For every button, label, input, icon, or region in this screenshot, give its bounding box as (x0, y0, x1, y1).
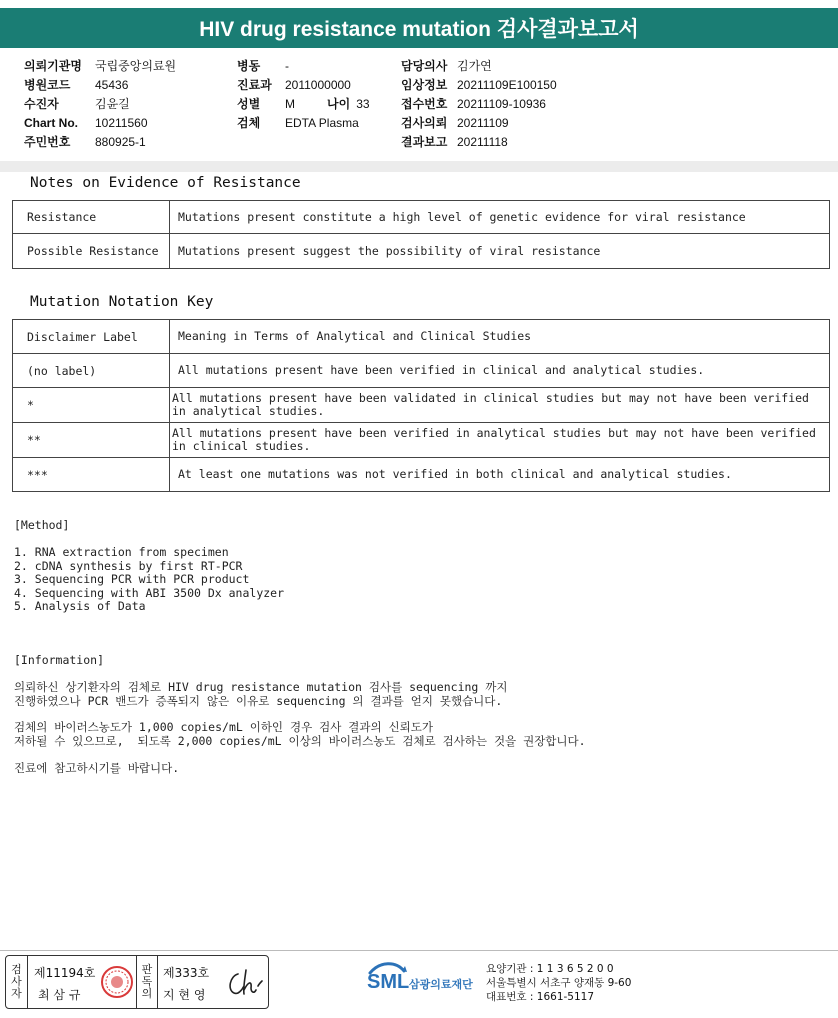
field-value: 10211560 (95, 115, 148, 130)
field-label: Chart No. (24, 115, 78, 130)
information-heading: [Information] (14, 653, 105, 667)
field-value: 45436 (95, 77, 129, 92)
field-label: 병동 (237, 59, 261, 73)
table-row (13, 388, 830, 423)
method-heading: [Method] (14, 518, 70, 532)
key-label-cell: ** (13, 423, 170, 458)
notes-text-cell: Mutations present suggest the possibility of viral resistance (170, 234, 830, 269)
table-row (13, 320, 830, 354)
key-text-cell: All mutations present have been verified in clinical and analytical studies. (170, 354, 830, 388)
field-value: 20211109-10936 (457, 96, 546, 111)
notes-text-cell: Mutations present constitute a high level of genetic evidence for viral resistance (170, 201, 830, 234)
info-line: 의뢰하신 상기환자의 검체로 HIV drug resistance mutation 검사를 sequencing 까지 (14, 680, 508, 694)
field-label: 진료과 (237, 78, 272, 92)
table-row (13, 234, 830, 269)
field-value: - (285, 58, 289, 73)
signature-icon (224, 966, 264, 1000)
seal-stamp-icon (100, 965, 134, 999)
brand-name: SML (367, 971, 410, 993)
key-title: Mutation Notation Key (30, 294, 214, 310)
reviewer-label (136, 956, 158, 1008)
reviewer-license: 제333호 (163, 966, 210, 980)
report-title: HIV drug resistance mutation 검사결과보고서 (0, 8, 838, 48)
key-text-cell: Meaning in Terms of Analytical and Clinical Studies (170, 320, 830, 354)
field-value: 20211118 (457, 134, 508, 149)
table-row (13, 423, 830, 458)
field-label: 접수번호 (401, 97, 448, 111)
patient-info-col1 (24, 56, 176, 151)
table-row (13, 458, 830, 492)
age-label: 나이 (327, 97, 351, 111)
inspector-license: 제11194호 (34, 966, 96, 980)
signature-box (5, 955, 269, 1009)
field-label: 결과보고 (401, 135, 448, 149)
method-step: 4. Sequencing with ABI 3500 Dx analyzer (14, 585, 285, 600)
org-name: 삼광의료재단 (409, 978, 473, 991)
field-value: 880925-1 (95, 134, 146, 149)
inspector-label-text: 검 사 자 (11, 963, 22, 1000)
section-divider (0, 161, 838, 172)
info-line: 진행하였으나 PCR 밴드가 증폭되지 않은 이유로 sequencing 의 결과를 얻지 못했습니다. (14, 693, 503, 708)
info-line: 저하될 수 있으므로, 되도록 2,000 copies/mL 이상의 바이러스농도 검체로 검사하는 것을 권장합니다. (14, 733, 586, 748)
field-label: 의뢰기관명 (24, 59, 82, 73)
patient-info-col3 (401, 56, 557, 151)
key-label-cell: (no label) (13, 354, 170, 388)
age-value: 33 (356, 96, 370, 111)
reviewer-name: 지 현 영 (163, 988, 206, 1002)
patient-info-col2 (237, 56, 370, 132)
reviewer-label-text: 판 독 의 (141, 963, 153, 1000)
field-label: 주민번호 (24, 135, 71, 149)
field-label: 검사의뢰 (401, 116, 448, 130)
field-label: 수진자 (24, 97, 59, 111)
method-step: 1. RNA extraction from specimen (14, 545, 229, 559)
org-code: 요양기관 : 1 1 3 6 5 2 0 0 (486, 963, 614, 975)
field-label: 검체 (237, 116, 261, 130)
method-step: 2. cDNA synthesis by first RT-PCR (14, 558, 243, 573)
notes-table (12, 200, 830, 269)
field-value: 국립중앙의료원 (95, 59, 177, 73)
field-value: M (285, 96, 295, 111)
method-step: 5. Analysis of Data (14, 599, 146, 613)
notes-label-cell: Possible Resistance (13, 234, 170, 269)
inspector-name: 최 삼 규 (38, 988, 81, 1002)
key-label-cell: * (13, 388, 170, 423)
table-row (13, 201, 830, 234)
key-table (12, 319, 830, 492)
sml-logo (366, 961, 486, 1001)
org-phone: 대표번호 : 1661-5117 (486, 991, 595, 1003)
org-address: 서울특별시 서초구 양재동 9-60 (486, 977, 632, 989)
key-text-cell: All mutations present have been verified in analytical studies but may not have been verified in clinical studies. (170, 423, 830, 458)
notes-label-cell: Resistance (13, 201, 170, 234)
key-label-cell: Disclaimer Label (13, 320, 170, 354)
field-value: 20211109 (457, 115, 509, 130)
field-value: 2011000000 (285, 77, 351, 92)
key-label-cell: *** (13, 458, 170, 492)
key-text-cell: All mutations present have been validated in clinical studies but may not have been verified in analytical studies. (170, 388, 830, 423)
field-value: 김가연 (457, 59, 492, 73)
field-value: 20211109E100150 (457, 77, 557, 92)
field-label: 성별 (237, 97, 261, 111)
org-info (486, 962, 631, 1004)
footer-divider (0, 950, 838, 951)
field-value: EDTA Plasma (285, 115, 359, 130)
method-step: 3. Sequencing PCR with PCR product (14, 572, 250, 586)
info-line: 진료에 참고하시기를 바랍니다. (14, 761, 180, 775)
field-value: 김윤길 (95, 97, 130, 111)
inspector-label (6, 956, 28, 1008)
notes-title: Notes on Evidence of Resistance (30, 175, 301, 191)
info-line: 검체의 바이러스농도가 1,000 copies/mL 이하인 경우 검사 결과의 신뢰도가 (14, 720, 433, 734)
key-text-cell: At least one mutations was not verified in both clinical and analytical studies. (170, 458, 830, 492)
table-row (13, 354, 830, 388)
field-label: 병원코드 (24, 78, 71, 92)
field-label: 담당의사 (401, 59, 448, 73)
field-label: 임상정보 (401, 78, 448, 92)
